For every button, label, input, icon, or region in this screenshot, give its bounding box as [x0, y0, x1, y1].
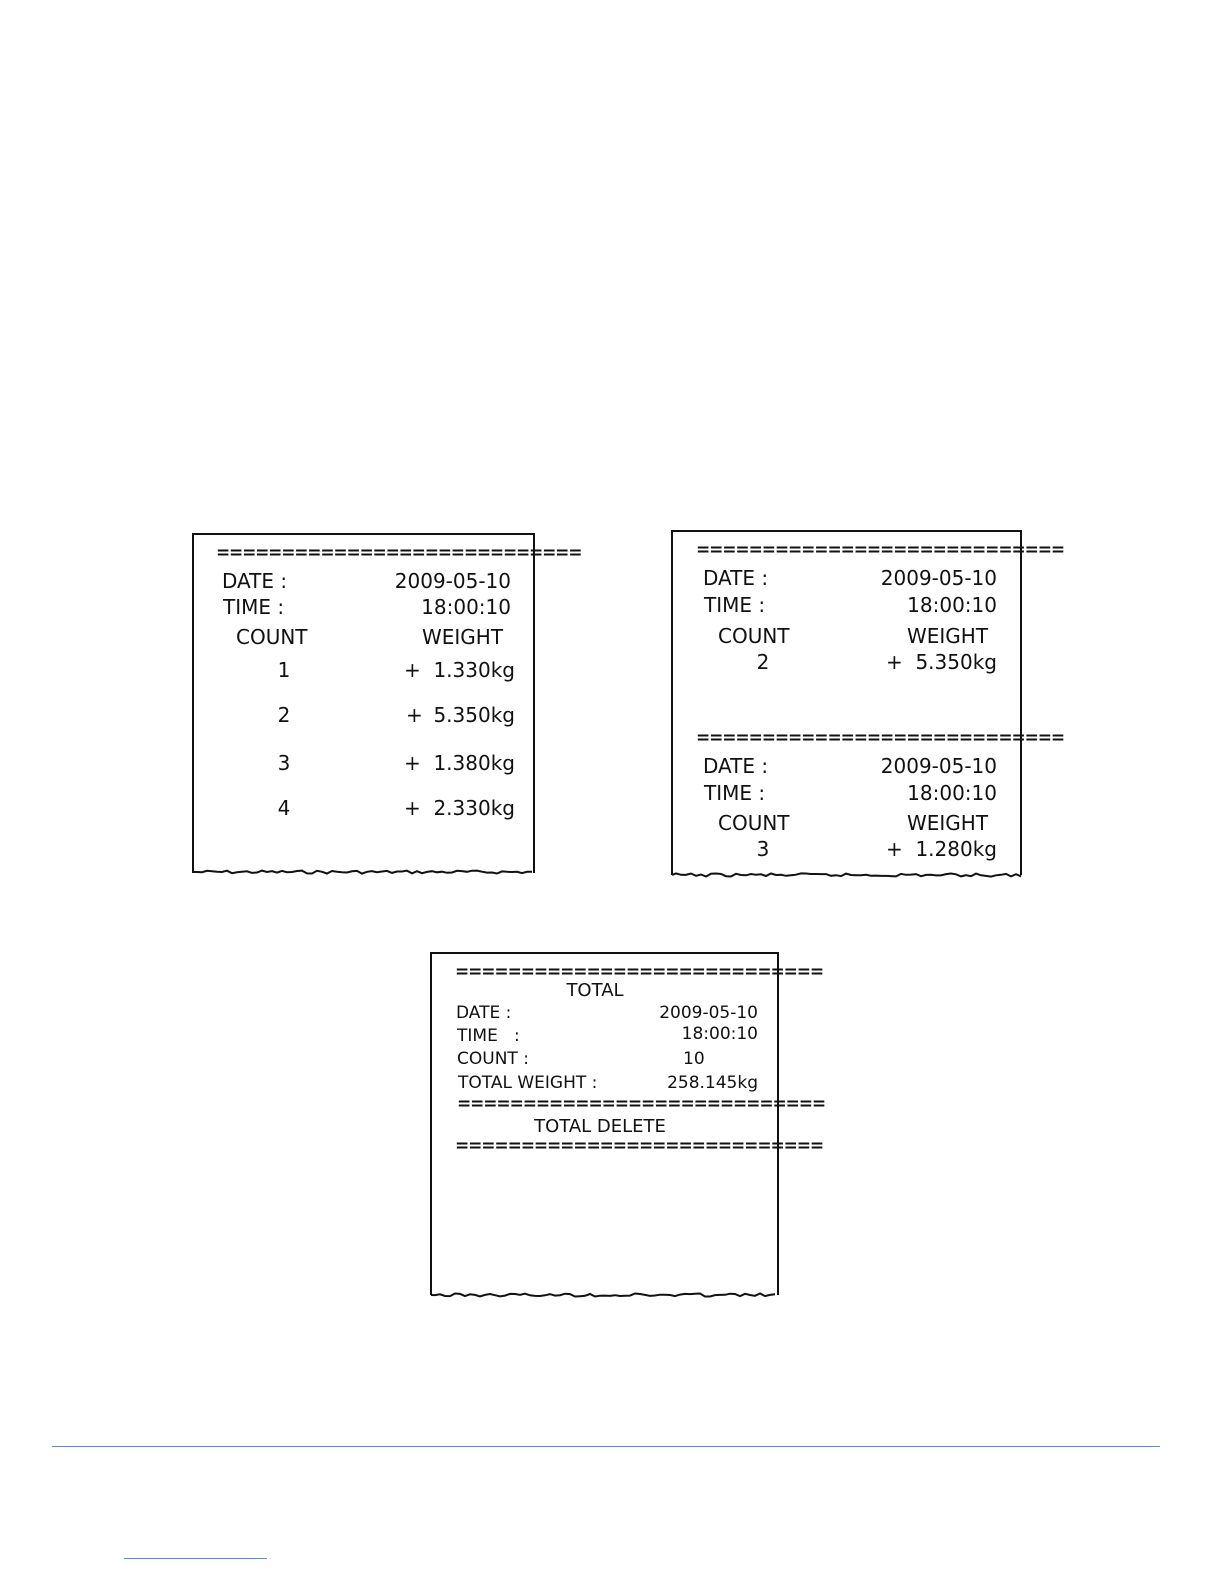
- footer-short-rule: [124, 1558, 267, 1559]
- sign: +: [404, 796, 421, 820]
- date-label: DATE :: [703, 566, 769, 590]
- count-value: 2: [277, 703, 291, 727]
- total-weight-label: TOTAL WEIGHT :: [458, 1073, 598, 1093]
- weight-value: 1.280kg: [915, 837, 997, 861]
- weight-value: 5.350kg: [433, 703, 515, 727]
- receipt-total: [430, 952, 826, 1298]
- total-delete-label: TOTAL DELETE: [534, 1116, 666, 1137]
- time-label: TIME :: [223, 595, 285, 619]
- weight-header: WEIGHT: [907, 624, 989, 648]
- separator-line: ============================: [696, 728, 1065, 748]
- date-value: 2009-05-10: [880, 566, 997, 590]
- torn-edge: [672, 873, 1021, 876]
- sign: +: [886, 650, 903, 674]
- separator-line: ============================: [216, 543, 582, 563]
- count-value: 3: [756, 837, 770, 861]
- separator-line: ============================: [455, 1136, 824, 1156]
- weight-value: 1.330kg: [433, 658, 515, 682]
- separator-line: ============================: [455, 962, 824, 982]
- count-header: COUNT: [718, 624, 790, 648]
- weight-value: 2.330kg: [433, 796, 515, 820]
- time-value: 18:00:10: [681, 1024, 758, 1044]
- count-value: 3: [277, 751, 291, 775]
- sign: +: [886, 837, 903, 861]
- sign: +: [404, 751, 421, 775]
- date-label: DATE :: [222, 569, 288, 593]
- time-value: 18:00:10: [907, 781, 997, 805]
- weight-value: 5.350kg: [915, 650, 997, 674]
- time-value: 18:00:10: [421, 595, 511, 619]
- count-value: 1: [277, 658, 291, 682]
- weight-value: 1.380kg: [433, 751, 515, 775]
- count-value: 4: [277, 796, 291, 820]
- date-value: 2009-05-10: [659, 1003, 758, 1023]
- total-weight-value: 258.145kg: [667, 1073, 758, 1093]
- count-value: 10: [683, 1049, 705, 1069]
- total-title: TOTAL: [566, 980, 624, 1001]
- sign: +: [404, 658, 421, 682]
- separator-line: ============================: [457, 1094, 826, 1114]
- date-value: 2009-05-10: [394, 569, 511, 593]
- torn-edge: [431, 1294, 775, 1297]
- separator-line: ============================: [696, 540, 1065, 560]
- time-label: TIME :: [457, 1026, 520, 1046]
- time-value: 18:00:10: [907, 593, 997, 617]
- sign: +: [406, 703, 423, 727]
- weight-header: WEIGHT: [907, 811, 989, 835]
- count-label: COUNT :: [457, 1049, 529, 1069]
- count-value: 2: [756, 650, 770, 674]
- time-label: TIME :: [704, 781, 766, 805]
- receipt-accumulated: [192, 533, 582, 875]
- count-header: COUNT: [236, 625, 308, 649]
- date-label: DATE :: [456, 1003, 512, 1023]
- time-label: TIME :: [704, 593, 766, 617]
- date-value: 2009-05-10: [880, 754, 997, 778]
- receipt-individual: [671, 530, 1065, 878]
- date-label: DATE :: [703, 754, 769, 778]
- torn-edge: [193, 871, 532, 874]
- footer-divider: [52, 1446, 1160, 1447]
- count-header: COUNT: [718, 811, 790, 835]
- weight-header: WEIGHT: [422, 625, 504, 649]
